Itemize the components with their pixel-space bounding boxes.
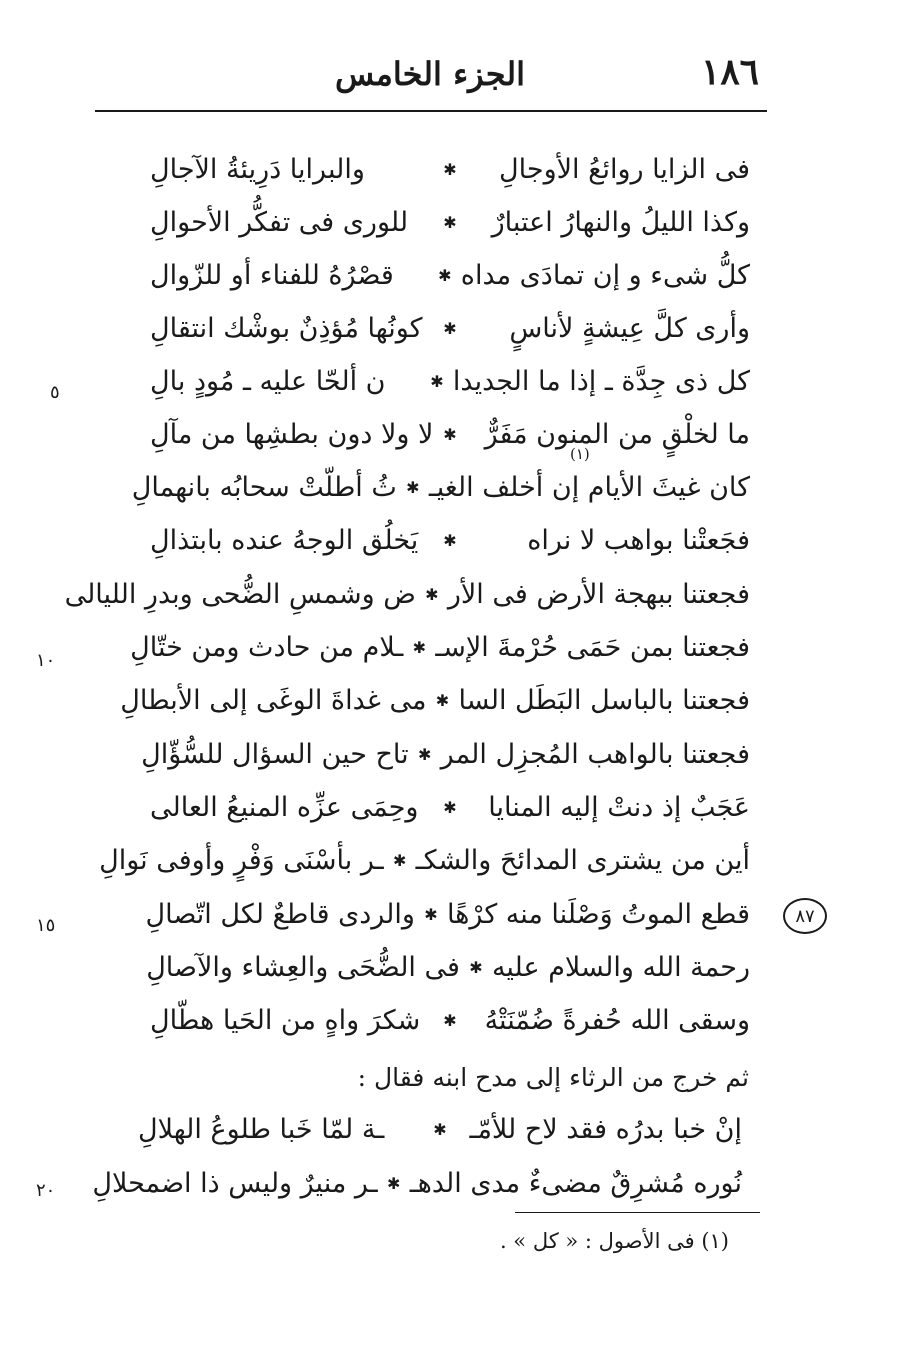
verse-line	[150, 780, 750, 836]
hemistich-separator: ✱	[443, 798, 457, 817]
verse-first-hemistich: وسقى الله حُفرةً ضُمّنَتْهُ	[484, 1005, 750, 1036]
hemistich-separator: ✱	[469, 958, 483, 977]
prose-line: ثم خرج من الرثاء إلى مدح ابنه فقال :	[357, 1063, 749, 1092]
verse-second-hemistich: شكرَ واهٍ من الحَيا هطّالِ	[150, 1005, 421, 1036]
verse-second-hemistich: مى غداةَ الوغَى إلى الأبطالِ	[120, 685, 427, 716]
verse-second-hemistich: للورى فى تفكُّر الأحوالِ	[150, 207, 409, 238]
hemistich-separator: ✱	[443, 319, 457, 338]
running-title: الجزء الخامس	[334, 55, 526, 93]
footnote-marker: (١)	[570, 445, 590, 463]
verse-second-hemistich: ض وشمسِ الضُّحى وبدرِ الليالى	[64, 579, 416, 610]
verse-first-hemistich: نُوره مُشرِقٌ مضىءٌ مدى الدهـ	[409, 1168, 742, 1199]
verse-second-hemistich: والبرايا دَرِيئةُ الآجالِ	[150, 154, 365, 185]
hemistich-separator: ✱	[387, 1174, 401, 1193]
verse-first-hemistich: كان غيثَ الأيام إن أخلف الغيـ	[428, 472, 750, 503]
margin-line-number: ١٥	[36, 915, 56, 936]
verse-line	[150, 142, 750, 198]
margin-line-number: ١٠	[36, 650, 56, 671]
verse-second-hemistich: ـة لمّا خَبا طلوعُ الهلالِ	[138, 1114, 385, 1145]
verse-line	[131, 460, 750, 516]
footnote-rule	[515, 1212, 760, 1213]
hemistich-separator: ✱	[443, 531, 457, 550]
verse-first-hemistich: فجعتنا بالباسل البَطَل السا	[458, 685, 750, 716]
verse-first-hemistich: فجعتنا بالواهب المُجزِل المر	[440, 739, 750, 770]
hemistich-separator: ✱	[433, 1120, 447, 1139]
hemistich-separator: ✱	[406, 478, 420, 497]
hemistich-separator: ✱	[417, 745, 432, 764]
verse-second-hemistich: ـلام من حادث ومن ختّالِ	[130, 632, 404, 663]
verse-line	[145, 887, 750, 943]
margin-line-number: ٢٠	[36, 1180, 56, 1201]
verse-second-hemistich: ن ألحّا عليه ـ مُودٍ بالِ	[150, 366, 386, 397]
verse-first-hemistich: كل ذى جِدَّة ـ إذا ما الجديدا	[452, 366, 750, 397]
verse-second-hemistich: ـر منيرٌ وليس ذا اضمحلالِ	[92, 1168, 378, 1199]
verse-second-hemistich: والردى قاطعٌ لكل اتّصالِ	[145, 899, 415, 930]
verse-first-hemistich: كلُّ شىء و إن تمادَى مداه	[460, 260, 750, 291]
verse-second-hemistich: تاح حين السؤال للسُّؤّالِ	[141, 739, 409, 770]
verse-line	[120, 673, 750, 729]
verse-line	[150, 248, 750, 304]
verse-line	[130, 620, 750, 676]
verse-second-hemistich: فى الضُّحَى والعِشاء والآصالِ	[146, 952, 460, 983]
margin-line-number: ٥	[50, 382, 60, 403]
hemistich-separator: ✱	[412, 638, 427, 657]
hemistich-separator: ✱	[435, 691, 450, 710]
verse-line	[138, 1102, 742, 1158]
hemistich-separator: ✱	[430, 372, 444, 391]
hemistich-separator: ✱	[392, 851, 407, 870]
verse-first-hemistich: عَجَبٌ إذ دنتْ إليه المنايا	[488, 792, 750, 823]
hemistich-separator: ✱	[425, 585, 439, 604]
verse-second-hemistich: ـر بأسْنَى وَفْرٍ وأوفى نَوالِ	[99, 845, 384, 876]
verse-second-hemistich: قصْرُهُ للفناء أو للزّوال	[150, 260, 394, 291]
verse-first-hemistich: أين من يشترى المدائحَ والشكـ	[415, 845, 750, 876]
verse-first-hemistich: إنْ خبا بدرُه فقد لاح للأمّـ	[469, 1114, 742, 1145]
verse-line	[64, 567, 750, 623]
verse-line	[92, 1156, 742, 1212]
header-rule	[95, 110, 767, 112]
verse-second-hemistich: لا ولا دون بطشِها من مآلِ	[150, 419, 434, 450]
hemistich-separator: ✱	[443, 425, 457, 444]
verse-first-hemistich: رحمة الله والسلام عليه	[491, 952, 750, 983]
verse-second-hemistich: كونُها مُؤذِنٌ بوشْك انتقالِ	[150, 313, 423, 344]
hemistich-separator: ✱	[443, 213, 457, 232]
verse-first-hemistich: وأرى كلَّ عِيشةٍ لأناسٍ	[509, 313, 750, 344]
verse-second-hemistich: يَخلُق الوجهُ عنده بابتذالِ	[150, 525, 419, 556]
verse-line	[150, 407, 750, 463]
verse-line	[150, 993, 750, 1049]
hemistich-separator: ✱	[424, 905, 438, 924]
verse-line	[141, 727, 750, 783]
hemistich-separator: ✱	[443, 1011, 457, 1030]
verse-second-hemistich: ثُ أطلّتْ سحابُه بانهمالِ	[131, 472, 397, 503]
hemistich-separator: ✱	[438, 266, 452, 285]
manuscript-leaf-badge: ٨٧	[783, 898, 827, 934]
verse-first-hemistich: وكذا الليلُ والنهارُ اعتبارٌ	[491, 207, 750, 238]
verse-second-hemistich: وحِمَى عزِّه المنيعُ العالى	[150, 792, 419, 823]
verse-line	[150, 513, 750, 569]
verse-line	[99, 833, 750, 889]
verse-first-hemistich: قطع الموتُ وَصْلَنا منه كرْهًا	[446, 899, 750, 930]
verse-first-hemistich: فجعتنا بمن حَمَى حُرْمةَ الإسـ	[435, 632, 750, 663]
verse-line	[150, 354, 750, 410]
verse-first-hemistich: ما لخلْقٍ من المنون مَفَرٌّ	[484, 419, 750, 450]
verse-first-hemistich: فى الزايا روائعُ الأوجالِ	[499, 154, 750, 185]
verse-first-hemistich: فجعتنا ببهجة الأرض فى الأر	[447, 579, 750, 610]
footnote-text: (١) فى الأصول : « كل » .	[499, 1229, 729, 1253]
verse-line	[150, 301, 750, 357]
page-number: ١٨٦	[700, 51, 759, 93]
verse-first-hemistich: فجَعتْنا بواهب لا نراه	[527, 525, 750, 556]
hemistich-separator: ✱	[443, 160, 457, 179]
verse-line	[146, 940, 750, 996]
verse-line	[150, 195, 750, 251]
